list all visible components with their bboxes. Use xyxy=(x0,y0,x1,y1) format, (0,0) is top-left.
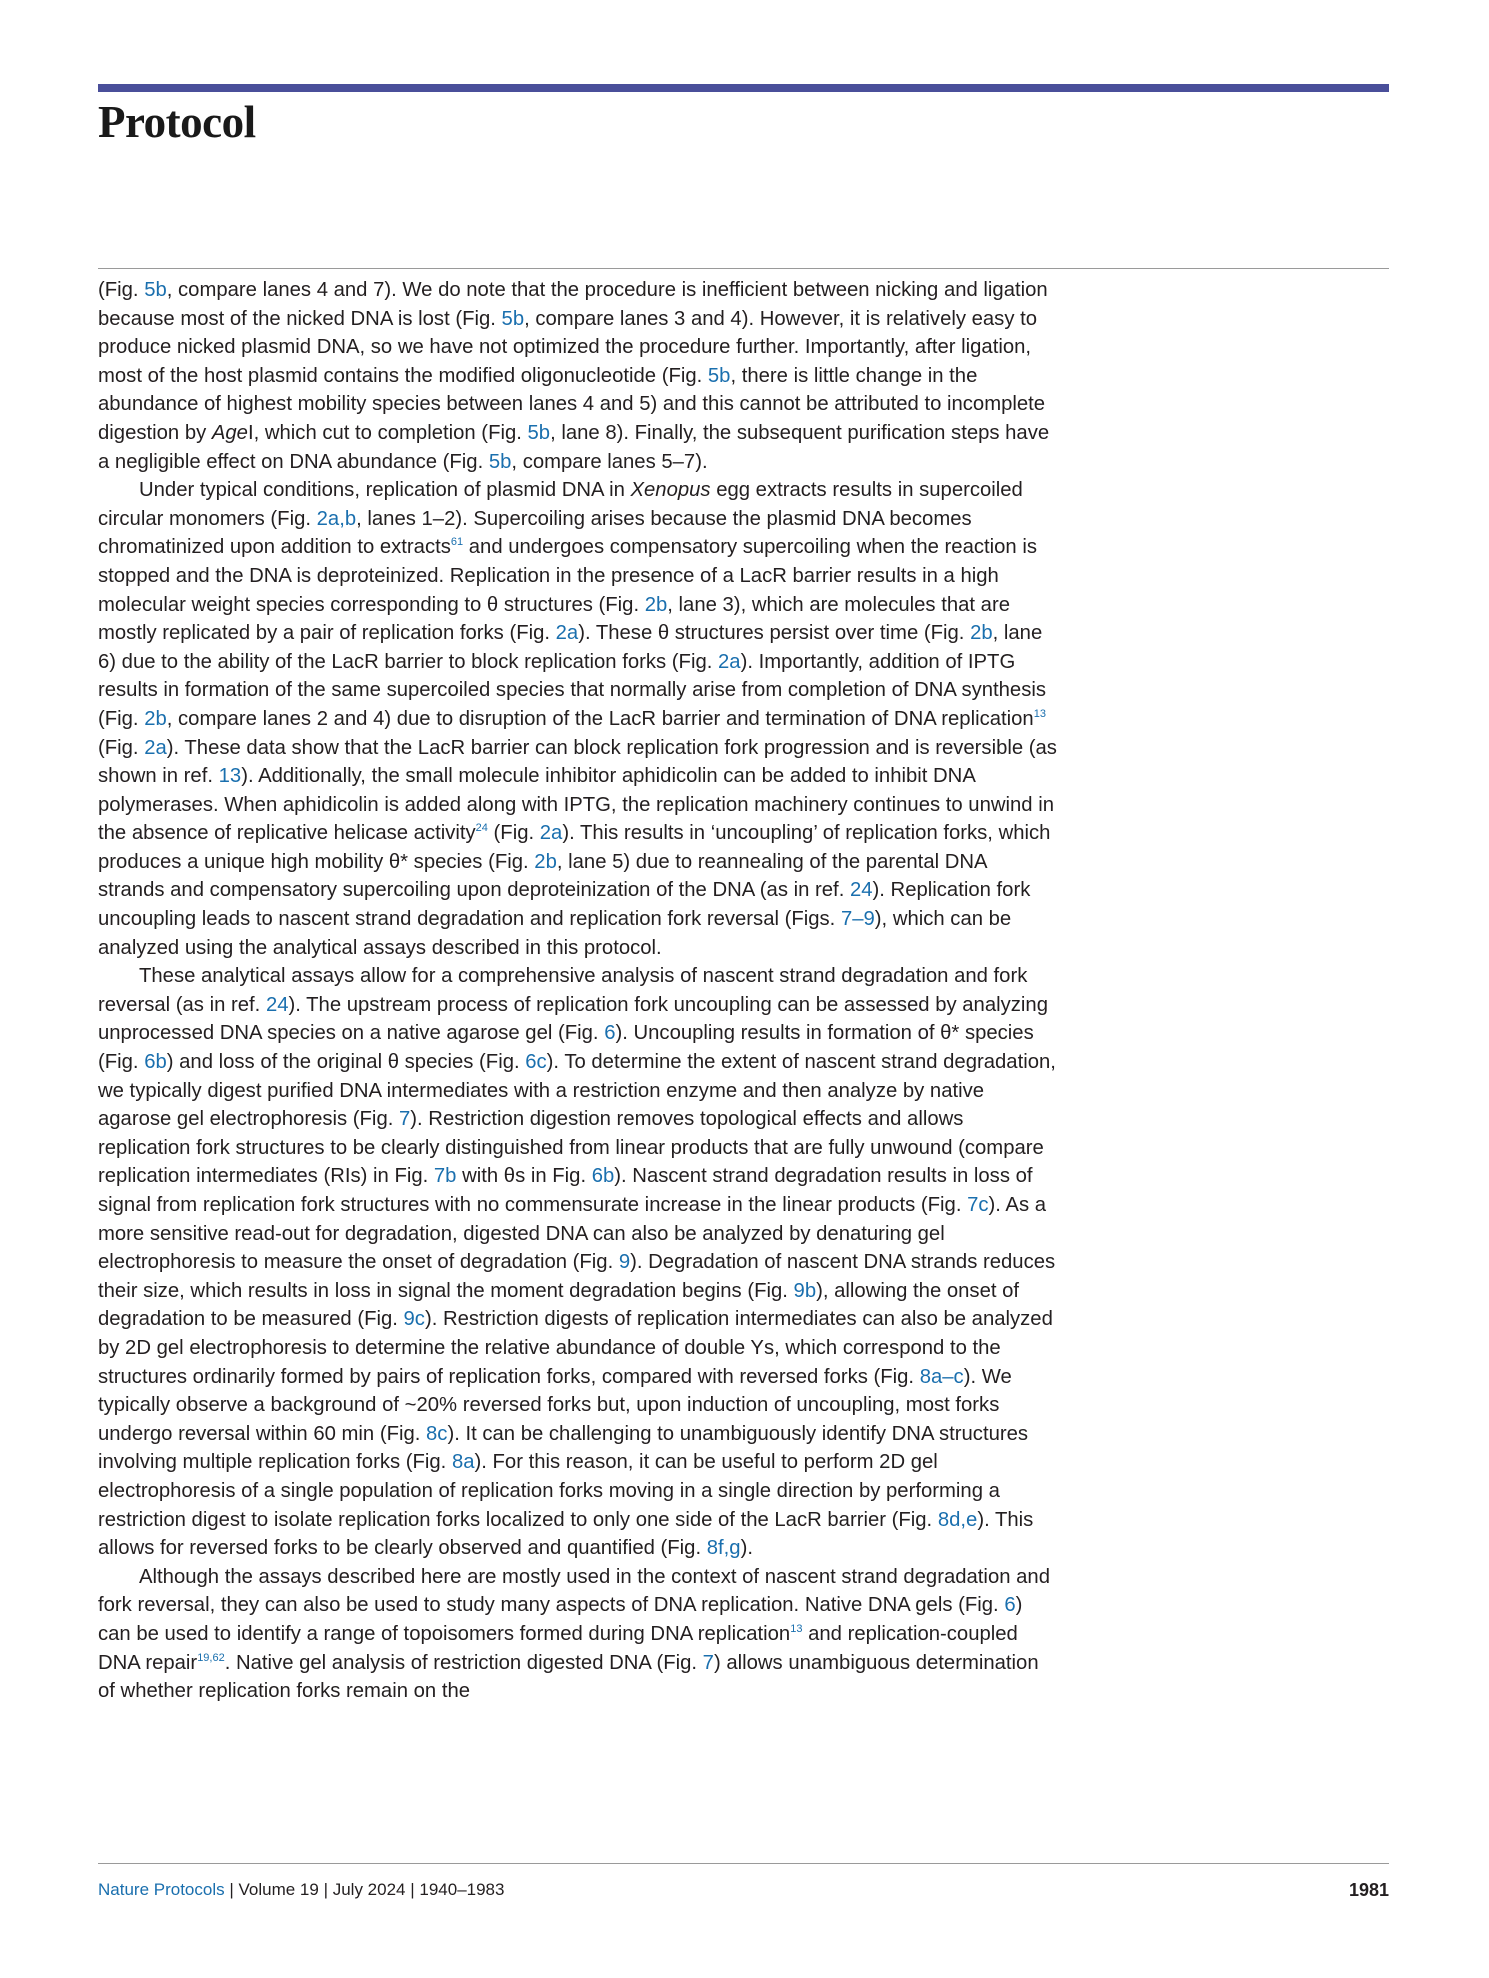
body-text-run: , lanes 1–2). Supercoiling arises because the plasmid DNA becomes chromatinized upon addition to extracts xyxy=(98,507,972,559)
figure-reference-link[interactable]: 5b xyxy=(501,307,525,330)
body-text-run: ). xyxy=(740,1537,753,1560)
italic-term: Age xyxy=(211,421,248,444)
italic-term: Xenopus xyxy=(630,479,711,502)
body-text-run: ). This allows for reversed forks to be clearly observed and quantified (Fig. xyxy=(98,1508,1034,1560)
footer-separator: | xyxy=(224,1880,239,1899)
body-text-run: egg extracts results in supercoiled circular monomers (Fig. xyxy=(98,479,1023,530)
body-text-run: These analytical assays allow for a comprehensive analysis of nascent strand degradation and fork reversal (as in ref. xyxy=(98,965,1028,1016)
citation-superscript-link[interactable]: 13 xyxy=(1033,708,1046,721)
body-text-run: ) and loss of the original θ species (Fig. xyxy=(166,1051,526,1074)
page-title: Protocol xyxy=(98,97,256,147)
body-text-run: , compare lanes 2 and 4) due to disruption of the LacR barrier and termination of DNA replication xyxy=(166,707,1034,730)
figure-reference-link[interactable]: 2b xyxy=(534,850,557,873)
body-text-run: ). These data show that the LacR barrier can block replication fork progression and is reversible (as shown in ref. xyxy=(98,736,1057,788)
body-text-run: ), allowing the onset of degradation to be measured (Fig. xyxy=(98,1279,1020,1331)
body-text-run: , there is little change in the abundance of highest mobility species between lanes 4 and 5) and this cannot be attributed to incomplete digestion by xyxy=(98,364,1046,444)
figure-reference-link[interactable]: 7–9 xyxy=(840,908,875,931)
body-text-run: , lane 6) due to the ability of the LacR barrier to block replication forks (Fig. xyxy=(98,622,1043,673)
citation-superscript-link[interactable]: 13 xyxy=(790,1623,803,1636)
body-text-run: Under typical conditions, replication of plasmid DNA in xyxy=(139,479,631,502)
journal-name[interactable]: Nature Protocols xyxy=(98,1880,225,1899)
body-text-run: ). This results in ‘uncoupling’ of replication forks, which produces a unique high mobility θ* species (Fig. xyxy=(98,822,1051,873)
body-text-run: with θs in Fig. xyxy=(456,1165,592,1188)
figure-reference-link[interactable]: 8f,g xyxy=(706,1537,741,1560)
page-footer xyxy=(98,1878,1389,1902)
body-text-run: (Fig. xyxy=(98,736,145,759)
figure-reference-link[interactable]: 5b xyxy=(707,364,731,387)
footer-separator: | xyxy=(405,1880,420,1899)
body-text-run: ). Degradation of nascent DNA strands reduces their size, which results in loss in signal the moment degradation begins (Fig. xyxy=(98,1251,1056,1302)
issue-date: July 2024 xyxy=(332,1880,406,1899)
figure-reference-link[interactable]: 6 xyxy=(1004,1594,1016,1617)
figure-reference-link[interactable]: 6b xyxy=(144,1051,167,1074)
figure-reference-link[interactable]: 2b xyxy=(970,622,993,645)
body-text-run: , compare lanes 3 and 4). However, it is relatively easy to produce nicked plasmid DNA, so we have not optimized the procedure further. Importantly, after ligation, most of the host plasmid contains the modified oligonucleotide (Fig. xyxy=(98,307,1038,387)
figure-reference-link[interactable]: 24 xyxy=(265,993,289,1016)
body-text-run: ). As a more sensitive read-out for degradation, digested DNA can also be analyzed by denaturing gel electrophoresis to measure the onset of degradation (Fig. xyxy=(98,1194,1047,1274)
body-text-run: , lane 3), which are molecules that are mostly replicated by a pair of replication forks (Fig. xyxy=(98,593,1010,645)
figure-reference-link[interactable]: 2a xyxy=(144,736,167,759)
page-number: 1981 xyxy=(1348,1880,1389,1900)
figure-reference-link[interactable]: 9b xyxy=(793,1279,817,1302)
figure-reference-link[interactable]: 2b xyxy=(144,707,167,730)
body-text-run: and undergoes compensatory supercoiling when the reaction is stopped and the DNA is deproteinized. Replication in the presence of a LacR barrier results in a high molecular weight species corresponding to θ structures (Fig. xyxy=(98,536,1037,616)
body-text-run: ), which can be analyzed using the analytical assays described in this protocol. xyxy=(98,908,1012,959)
body-text-run: Although the assays described here are mostly used in the context of nascent strand degradation and fork reversal, they can also be used to study many aspects of DNA replication. Native DNA gels (Fig. xyxy=(98,1565,1050,1617)
figure-reference-link[interactable]: 2b xyxy=(644,593,668,616)
figure-reference-link[interactable]: 9 xyxy=(618,1251,631,1274)
figure-reference-link[interactable]: 24 xyxy=(849,879,873,902)
footer-separator: | xyxy=(318,1880,333,1899)
body-text-run: ). The upstream process of replication fork uncoupling can be assessed by analyzing unprocessed DNA species on a native agarose gel (Fig. xyxy=(98,993,1048,1045)
body-text-run: , compare lanes 4 and 7). We do note that the procedure is inefficient between nicking and ligation because most of the nicked DNA is lost (Fig. xyxy=(98,279,1048,330)
body-text-run: ). It can be challenging to unambiguously identify DNA structures involving multiple replication forks (Fig. xyxy=(98,1422,1029,1474)
figure-reference-link[interactable]: 8c xyxy=(426,1422,448,1445)
body-text-run: ). Uncoupling results in formation of θ* species (Fig. xyxy=(98,1022,1034,1074)
figure-reference-link[interactable]: 2a xyxy=(718,650,741,673)
body-text-run: I, which cut to completion (Fig. xyxy=(247,421,528,444)
citation-superscript-link[interactable]: 19,62 xyxy=(197,1651,225,1664)
figure-reference-link[interactable]: 7b xyxy=(433,1165,457,1188)
figure-reference-link[interactable]: 2a xyxy=(555,622,579,645)
body-text-run: ). For this reason, it can be useful to perform 2D gel electrophoresis of a single population of replication forks moving in a single direction by performing a restriction digest to isolate replication forks localized to only one side of the LacR barrier (Fig. xyxy=(98,1451,1000,1531)
body-text-run: ). Replication fork uncoupling leads to nascent strand degradation and replication fork reversal (Figs. xyxy=(98,879,1031,931)
body-text-run: , compare lanes 5–7). xyxy=(511,450,708,473)
body-text-run: ). These θ structures persist over time (Fig. xyxy=(578,622,971,645)
page-range: 1940–1983 xyxy=(419,1880,505,1899)
article-body xyxy=(98,276,1058,1706)
body-text-run: ). Importantly, addition of IPTG results in formation of the same supercoiled species that normally arise from completion of DNA synthesis (Fig. xyxy=(98,650,1046,730)
body-text-run: ). To determine the extent of nascent strand degradation, we typically digest purified DNA intermediates with a restriction enzyme and then analyze by native agarose gel electrophoresis (Fig. xyxy=(98,1051,1056,1131)
figure-reference-link[interactable]: 9c xyxy=(403,1308,425,1331)
body-text-run: . Native gel analysis of restriction digested DNA (Fig. xyxy=(224,1651,703,1674)
paragraph xyxy=(98,276,1058,476)
body-text-run: ). We typically observe a background of ~20% reversed forks but, upon induction of uncoupling, most forks undergo reversal within 60 min (Fig. xyxy=(98,1365,1012,1445)
figure-reference-link[interactable]: 8a–c xyxy=(919,1365,964,1388)
paragraph xyxy=(98,476,1058,962)
body-text-run: ). Additionally, the small molecule inhibitor aphidicolin can be added to inhibit DNA polymerases. When aphidicolin is added along with IPTG, the replication machinery continues to unwind in the absence of replicative helicase activity xyxy=(98,765,1054,845)
footer-rule xyxy=(98,1863,1389,1864)
body-text-run: ). Restriction digests of replication intermediates can also be analyzed by 2D gel electrophoresis to determine the relative abundance of double Ys, which correspond to the structures ordinarily formed by pairs of replication forks, compared with reversed forks (Fig. xyxy=(98,1308,1053,1388)
figure-reference-link[interactable]: 8d,e xyxy=(937,1508,978,1531)
paragraph xyxy=(98,1563,1058,1706)
figure-reference-link[interactable]: 5b xyxy=(527,421,551,444)
body-text-run: ) allows unambiguous determination of whether replication forks remain on the xyxy=(98,1651,1039,1703)
body-text-run: (Fig. xyxy=(487,822,540,845)
body-text-run: ). Nascent strand degradation results in loss of signal from replication fork structures with no commensurate increase in the linear products (Fig. xyxy=(98,1165,1033,1216)
figure-reference-link[interactable]: 2a,b xyxy=(316,507,357,530)
body-text-run: , lane 5) due to reannealing of the parental DNA strands and compensatory supercoiling upon deproteinization of the DNA (as in ref. xyxy=(98,850,987,902)
figure-reference-link[interactable]: 5b xyxy=(488,450,512,473)
figure-reference-link[interactable]: 7 xyxy=(702,1651,714,1674)
citation-superscript-link[interactable]: 61 xyxy=(450,536,464,549)
figure-reference-link[interactable]: 13 xyxy=(218,765,242,788)
figure-reference-link[interactable]: 7c xyxy=(967,1194,989,1216)
figure-reference-link[interactable]: 6b xyxy=(591,1165,615,1188)
figure-reference-link[interactable]: 5b xyxy=(144,279,167,301)
figure-reference-link[interactable]: 7 xyxy=(399,1108,411,1131)
figure-reference-link[interactable]: 6c xyxy=(525,1051,547,1074)
figure-reference-link[interactable]: 8a xyxy=(451,1451,475,1474)
citation-superscript-link[interactable]: 24 xyxy=(475,822,488,835)
figure-reference-link[interactable]: 2a xyxy=(539,822,563,845)
body-text-run: ) can be used to identify a range of topoisomers formed during DNA replication xyxy=(98,1594,1023,1645)
paragraph xyxy=(98,962,1058,1562)
figure-reference-link[interactable]: 6 xyxy=(604,1022,616,1045)
header-rule xyxy=(98,84,1389,92)
body-text-run: , lane 8). Finally, the subsequent purification steps have a negligible effect on DNA abundance (Fig. xyxy=(98,421,1050,473)
body-text-run: (Fig. xyxy=(98,279,145,301)
content-divider xyxy=(98,268,1389,269)
body-text-run: and replication-coupled DNA repair xyxy=(98,1622,1018,1674)
body-text-run: ). Restriction digestion removes topological effects and allows replication fork structures to be clearly distinguished from linear products that are fully unwound (compare replication intermediates (RIs) in Fig. xyxy=(98,1108,1044,1188)
volume: Volume 19 xyxy=(238,1880,319,1899)
